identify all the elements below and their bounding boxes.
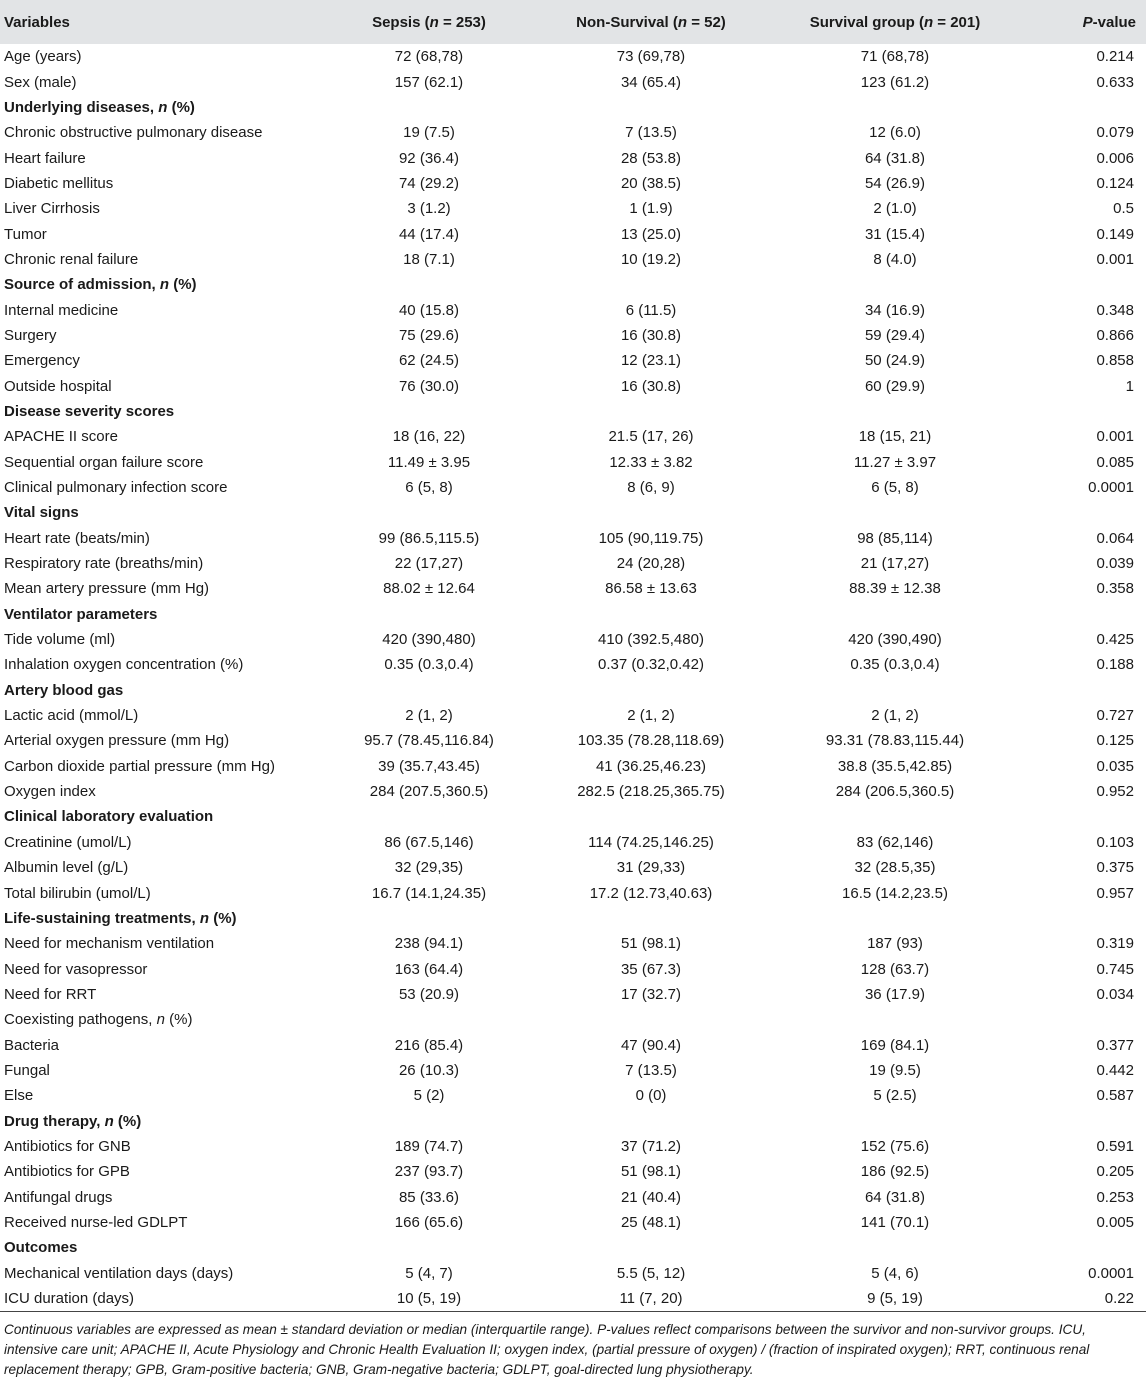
header-non-prefix: Non-Survival ( <box>576 13 678 31</box>
sepsis-cell: 284 (207.5,360.5) <box>369 783 489 801</box>
variable-cell: Sex (male) <box>4 73 77 91</box>
header-surv-n-symbol: n <box>923 13 934 31</box>
p-value-cell: 1 <box>1125 377 1134 395</box>
non-survival-cell: 37 (71.2) <box>620 1137 682 1155</box>
section-label <box>0 1007 1146 1032</box>
sepsis-cell: 11.49 ± 3.95 <box>387 453 471 471</box>
sepsis-cell: 18 (16, 22) <box>392 428 466 446</box>
section-label-suffix: (%) <box>209 909 237 927</box>
variable-cell: Total bilirubin (umol/L) <box>4 884 151 902</box>
sepsis-cell: 74 (29.2) <box>398 174 460 192</box>
section-header-row <box>0 1235 1146 1260</box>
section-label-text: Disease severity scores <box>4 402 175 420</box>
survival-cell: 19 (9.5) <box>869 1061 921 1079</box>
sepsis-cell: 157 (62.1) <box>394 73 464 91</box>
section-label-text: Artery blood gas <box>4 681 124 699</box>
variable-cell: Bacteria <box>4 1036 60 1054</box>
header-row <box>0 0 1146 44</box>
p-value-cell: 0.188 <box>1096 656 1134 674</box>
variable-cell: Tide volume (ml) <box>4 631 116 649</box>
table-row <box>0 576 1146 601</box>
sepsis-cell: 75 (29.6) <box>398 326 460 344</box>
non-survival-cell: 10 (19.2) <box>620 250 682 268</box>
survival-cell: 6 (5, 8) <box>871 479 919 497</box>
table-row <box>0 551 1146 576</box>
variable-cell: Need for mechanism ventilation <box>4 935 215 953</box>
section-label <box>0 500 1146 525</box>
survival-cell: 9 (5, 19) <box>867 1289 923 1307</box>
section-label-text: Underlying diseases, <box>4 98 159 116</box>
variable-cell: Creatinine (umol/L) <box>4 833 132 851</box>
variable-cell: Lactic acid (mmol/L) <box>4 707 139 725</box>
table-row <box>0 1032 1146 1057</box>
survival-cell: 36 (17.9) <box>864 985 926 1003</box>
table-row <box>0 120 1146 145</box>
sepsis-cell: 95.7 (78.45,116.84) <box>364 732 494 750</box>
variable-cell: Sequential organ failure score <box>4 453 204 471</box>
table-row <box>0 297 1146 322</box>
section-label-suffix: (%) <box>167 98 195 116</box>
variable-cell: Mechanical ventilation days (days) <box>4 1264 234 1282</box>
table-row <box>0 728 1146 753</box>
table-row <box>0 323 1146 348</box>
variable-cell: Received nurse-led GDLPT <box>4 1213 188 1231</box>
survival-cell: 98 (85,114) <box>857 529 933 547</box>
p-value-cell: 0.22 <box>1104 1289 1134 1307</box>
table-row <box>0 1261 1146 1286</box>
p-value-cell: 0.001 <box>1096 250 1134 268</box>
non-survival-cell: 21 (40.4) <box>620 1188 682 1206</box>
section-label <box>0 399 1146 424</box>
non-survival-cell: 17 (32.7) <box>620 985 682 1003</box>
p-value-cell: 0.858 <box>1096 352 1134 370</box>
section-n-symbol: n <box>159 276 170 294</box>
non-survival-cell: 31 (29,33) <box>616 859 686 877</box>
survival-cell: 5 (2.5) <box>873 1087 917 1105</box>
non-survival-cell: 0.37 (0.32,0.42) <box>598 656 704 674</box>
survival-cell: 0.35 (0.3,0.4) <box>850 656 940 674</box>
sepsis-cell: 16.7 (14.1,24.35) <box>371 884 487 902</box>
sepsis-cell: 18 (7.1) <box>403 250 455 268</box>
table-row <box>0 221 1146 246</box>
table-row <box>0 1159 1146 1184</box>
variable-cell: Oxygen index <box>4 783 96 801</box>
p-value-cell: 0.079 <box>1096 124 1134 142</box>
table-row <box>0 69 1146 94</box>
variable-cell: Carbon dioxide partial pressure (mm Hg) <box>4 757 275 775</box>
table-row <box>0 196 1146 221</box>
survival-cell: 34 (16.9) <box>864 301 926 319</box>
variable-cell: Surgery <box>4 326 57 344</box>
non-survival-cell: 410 (392.5,480) <box>598 631 704 649</box>
section-n-symbol: n <box>104 1112 114 1130</box>
p-value-cell: 0.124 <box>1096 174 1134 192</box>
sepsis-cell: 99 (86.5,115.5) <box>378 529 480 547</box>
p-value-cell: 0.064 <box>1096 529 1134 547</box>
variable-cell: Tumor <box>4 225 47 243</box>
table-row <box>0 703 1146 728</box>
survival-cell: 420 (390,490) <box>848 631 942 649</box>
non-survival-cell: 41 (36.25,46.23) <box>595 757 707 775</box>
section-header-row <box>0 500 1146 525</box>
section-label-suffix: (%) <box>164 1011 193 1029</box>
header-variables: Variables <box>4 13 70 31</box>
section-header-row <box>0 399 1146 424</box>
sepsis-cell: 85 (33.6) <box>398 1188 460 1206</box>
p-value-cell: 0.745 <box>1096 960 1134 978</box>
survival-cell: 31 (15.4) <box>864 225 926 243</box>
non-survival-cell: 35 (67.3) <box>620 960 682 978</box>
p-value-cell: 0.0001 <box>1088 479 1134 497</box>
non-survival-cell: 47 (90.4) <box>620 1036 682 1054</box>
non-survival-cell: 13 (25.0) <box>620 225 682 243</box>
p-value-cell: 0.587 <box>1096 1087 1134 1105</box>
table-row <box>0 982 1146 1007</box>
non-survival-cell: 282.5 (218.25,365.75) <box>577 783 725 801</box>
p-value-cell: 0.0001 <box>1088 1264 1134 1282</box>
survival-cell: 64 (31.8) <box>864 1188 926 1206</box>
sepsis-cell: 189 (74.7) <box>394 1137 464 1155</box>
p-value-cell: 0.149 <box>1096 225 1134 243</box>
survival-cell: 18 (15, 21) <box>858 428 932 446</box>
non-survival-cell: 51 (98.1) <box>620 935 682 953</box>
variable-cell: Heart failure <box>4 149 86 167</box>
section-header-row <box>0 804 1146 829</box>
variable-cell: Heart rate (beats/min) <box>4 529 150 547</box>
non-survival-cell: 73 (69,78) <box>616 48 686 66</box>
table-row <box>0 247 1146 272</box>
variable-cell: Clinical pulmonary infection score <box>4 479 228 497</box>
survival-cell: 141 (70.1) <box>860 1213 930 1231</box>
section-label-text: Vital signs <box>4 504 79 522</box>
survival-cell: 50 (24.9) <box>864 352 926 370</box>
header-p-value <box>1024 0 1146 44</box>
non-survival-cell: 20 (38.5) <box>620 174 682 192</box>
header-survival <box>766 0 1024 44</box>
p-value-cell: 0.034 <box>1096 985 1134 1003</box>
table-row <box>0 627 1146 652</box>
sepsis-cell: 5 (2) <box>413 1087 445 1105</box>
non-survival-cell: 5.5 (5, 12) <box>616 1264 686 1282</box>
sepsis-cell: 238 (94.1) <box>394 935 464 953</box>
variable-cell: APACHE II score <box>4 428 118 446</box>
table-row <box>0 348 1146 373</box>
section-label-text: Ventilator parameters <box>4 605 158 623</box>
header-p-suffix: -value <box>1092 13 1136 31</box>
survival-cell: 12 (6.0) <box>869 124 921 142</box>
survival-cell: 38.8 (35.5,42.85) <box>837 757 953 775</box>
sepsis-cell: 40 (15.8) <box>398 301 460 319</box>
non-survival-cell: 24 (20,28) <box>616 555 686 573</box>
variable-cell: Chronic renal failure <box>4 250 139 268</box>
non-survival-cell: 6 (11.5) <box>625 301 677 319</box>
variable-cell: Inhalation oxygen concentration (%) <box>4 656 244 674</box>
survival-cell: 5 (4, 6) <box>871 1264 919 1282</box>
section-label <box>0 1108 1146 1133</box>
variable-cell: ICU duration (days) <box>4 1289 135 1307</box>
survival-cell: 88.39 ± 12.38 <box>849 580 941 598</box>
p-value-cell: 0.375 <box>1096 859 1134 877</box>
non-survival-cell: 105 (90,119.75) <box>598 529 704 547</box>
variable-cell: Internal medicine <box>4 301 119 319</box>
p-value-cell: 0.319 <box>1096 935 1134 953</box>
section-header-row <box>0 906 1146 931</box>
survival-cell: 2 (1.0) <box>873 200 917 218</box>
table-row <box>0 526 1146 551</box>
table-row <box>0 855 1146 880</box>
survival-cell: 60 (29.9) <box>864 377 926 395</box>
header-surv-prefix: Survival group ( <box>809 13 924 31</box>
sepsis-cell: 39 (35.7,43.45) <box>378 757 480 775</box>
p-value-cell: 0.358 <box>1096 580 1134 598</box>
sepsis-cell: 86 (67.5,146) <box>384 833 474 851</box>
table-row <box>0 931 1146 956</box>
sepsis-cell: 163 (64.4) <box>394 960 464 978</box>
section-label-text: Outcomes <box>4 1239 78 1257</box>
sepsis-cell: 62 (24.5) <box>398 352 460 370</box>
survival-cell: 187 (93) <box>867 935 923 953</box>
variable-cell: Need for RRT <box>4 985 97 1003</box>
p-value-cell: 0.039 <box>1096 555 1134 573</box>
table-row <box>0 880 1146 905</box>
sepsis-cell: 22 (17,27) <box>394 555 464 573</box>
table-row <box>0 1083 1146 1108</box>
sepsis-cell: 19 (7.5) <box>403 124 455 142</box>
variable-cell: Albumin level (g/L) <box>4 859 129 877</box>
p-value-cell: 0.214 <box>1096 48 1134 66</box>
variable-cell: Antibiotics for GPB <box>4 1163 130 1181</box>
survival-cell: 11.27 ± 3.97 <box>853 453 937 471</box>
variable-cell: Antibiotics for GNB <box>4 1137 131 1155</box>
p-value-cell: 0.5 <box>1113 200 1134 218</box>
section-label <box>0 906 1146 931</box>
section-label-text: Coexisting pathogens, <box>4 1011 157 1029</box>
header-non-survival <box>536 0 766 44</box>
sepsis-cell: 53 (20.9) <box>398 985 460 1003</box>
non-survival-cell: 0 (0) <box>635 1087 667 1105</box>
header-sepsis-n-symbol: n <box>429 13 439 31</box>
sepsis-cell: 166 (65.6) <box>394 1213 464 1231</box>
table-row <box>0 171 1146 196</box>
section-header-row <box>0 1108 1146 1133</box>
p-value-cell: 0.253 <box>1096 1188 1134 1206</box>
table-row <box>0 424 1146 449</box>
table-row <box>0 830 1146 855</box>
p-value-cell: 0.377 <box>1096 1036 1134 1054</box>
table-row <box>0 44 1146 69</box>
section-label <box>0 1235 1146 1260</box>
non-survival-cell: 7 (13.5) <box>625 124 677 142</box>
sepsis-cell: 6 (5, 8) <box>405 479 453 497</box>
p-value-cell: 0.085 <box>1096 453 1134 471</box>
table-row <box>0 1134 1146 1159</box>
section-header-row <box>0 272 1146 297</box>
section-label-text: Source of admission, <box>4 276 160 294</box>
variable-cell: Else <box>4 1087 34 1105</box>
section-header-row <box>0 602 1146 627</box>
p-value-cell: 0.952 <box>1096 783 1134 801</box>
non-survival-cell: 34 (65.4) <box>620 73 682 91</box>
non-survival-cell: 21.5 (17, 26) <box>608 428 694 446</box>
section-n-symbol: n <box>156 1011 165 1029</box>
variable-cell: Mean artery pressure (mm Hg) <box>4 580 210 598</box>
survival-cell: 2 (1, 2) <box>871 707 919 725</box>
survival-cell: 284 (206.5,360.5) <box>835 783 955 801</box>
variable-cell: Antifungal drugs <box>4 1188 113 1206</box>
p-value-cell: 0.866 <box>1096 326 1134 344</box>
table-row <box>0 145 1146 170</box>
section-label-suffix: (%) <box>169 276 197 294</box>
survival-cell: 152 (75.6) <box>860 1137 930 1155</box>
survival-cell: 64 (31.8) <box>864 149 926 167</box>
section-header-row <box>0 678 1146 703</box>
non-survival-cell: 12 (23.1) <box>620 352 682 370</box>
non-survival-cell: 114 (74.25,146.25) <box>588 833 714 851</box>
survival-cell: 93.31 (78.83,115.44) <box>825 732 965 750</box>
non-survival-cell: 25 (48.1) <box>620 1213 682 1231</box>
table-row <box>0 956 1146 981</box>
sepsis-cell: 26 (10.3) <box>398 1061 460 1079</box>
p-value-cell: 0.205 <box>1096 1163 1134 1181</box>
p-value-cell: 0.425 <box>1096 631 1134 649</box>
variable-cell: Chronic obstructive pulmonary disease <box>4 124 263 142</box>
header-p-symbol: P <box>1082 13 1093 31</box>
sepsis-cell: 3 (1.2) <box>407 200 451 218</box>
survival-cell: 32 (28.5,35) <box>854 859 936 877</box>
non-survival-cell: 103.35 (78.28,118.69) <box>577 732 725 750</box>
variable-cell: Diabetic mellitus <box>4 174 114 192</box>
sepsis-cell: 420 (390,480) <box>382 631 476 649</box>
non-survival-cell: 86.58 ± 13.63 <box>605 580 697 598</box>
table-row <box>0 475 1146 500</box>
non-survival-cell: 7 (13.5) <box>625 1061 677 1079</box>
sepsis-cell: 5 (4, 7) <box>405 1264 453 1282</box>
table-row <box>0 1286 1146 1311</box>
header-non-count: = 52) <box>687 13 726 31</box>
header-sepsis <box>322 0 536 44</box>
survival-cell: 71 (68,78) <box>860 48 930 66</box>
sepsis-cell: 2 (1, 2) <box>405 707 453 725</box>
non-survival-cell: 16 (30.8) <box>620 326 682 344</box>
table-header <box>0 0 1146 44</box>
variable-cell: Emergency <box>4 352 80 370</box>
sepsis-cell: 88.02 ± 12.64 <box>383 580 475 598</box>
p-value-cell: 0.125 <box>1096 732 1134 750</box>
table-body <box>0 44 1146 1311</box>
section-label <box>0 95 1146 120</box>
section-label <box>0 602 1146 627</box>
variable-cell: Liver Cirrhosis <box>4 200 100 218</box>
survival-cell: 21 (17,27) <box>860 555 930 573</box>
section-n-symbol: n <box>199 909 210 927</box>
variable-cell: Fungal <box>4 1061 50 1079</box>
non-survival-cell: 11 (7, 20) <box>619 1289 683 1307</box>
survival-cell: 54 (26.9) <box>864 174 926 192</box>
sepsis-cell: 92 (36.4) <box>398 149 460 167</box>
sepsis-cell: 76 (30.0) <box>398 377 460 395</box>
p-value-cell: 0.591 <box>1096 1137 1134 1155</box>
survival-cell: 186 (92.5) <box>860 1163 930 1181</box>
header-sepsis-count: = 253) <box>438 13 486 31</box>
p-value-cell: 0.727 <box>1096 707 1134 725</box>
section-label-text: Life-sustaining treatments, <box>4 909 200 927</box>
survival-cell: 8 (4.0) <box>873 250 917 268</box>
survival-cell: 83 (62,146) <box>856 833 934 851</box>
non-survival-cell: 28 (53.8) <box>620 149 682 167</box>
survival-cell: 123 (61.2) <box>860 73 930 91</box>
non-survival-cell: 16 (30.8) <box>620 377 682 395</box>
p-value-cell: 0.957 <box>1096 884 1134 902</box>
section-label-text: Clinical laboratory evaluation <box>4 808 214 826</box>
subsection-header-row <box>0 1007 1146 1032</box>
p-value-cell: 0.001 <box>1096 428 1134 446</box>
section-label <box>0 804 1146 829</box>
non-survival-cell: 17.2 (12.73,40.63) <box>589 884 713 902</box>
survival-cell: 59 (29.4) <box>864 326 926 344</box>
p-value-cell: 0.633 <box>1096 73 1134 91</box>
p-value-cell: 0.103 <box>1096 833 1134 851</box>
sepsis-cell: 237 (93.7) <box>394 1163 464 1181</box>
sepsis-cell: 0.35 (0.3,0.4) <box>384 656 474 674</box>
table-row <box>0 652 1146 677</box>
table-row <box>0 450 1146 475</box>
table-row <box>0 754 1146 779</box>
section-label <box>0 272 1146 297</box>
non-survival-cell: 2 (1, 2) <box>627 707 675 725</box>
p-value-cell: 0.035 <box>1096 757 1134 775</box>
p-value-cell: 0.006 <box>1096 149 1134 167</box>
header-surv-count: = 201) <box>933 13 981 31</box>
table-row <box>0 1210 1146 1235</box>
sepsis-cell: 10 (5, 19) <box>396 1289 462 1307</box>
non-survival-cell: 51 (98.1) <box>620 1163 682 1181</box>
sepsis-cell: 32 (29,35) <box>394 859 464 877</box>
sepsis-cell: 216 (85.4) <box>394 1036 464 1054</box>
table-row <box>0 373 1146 398</box>
variable-cell: Arterial oxygen pressure (mm Hg) <box>4 732 230 750</box>
non-survival-cell: 1 (1.9) <box>629 200 673 218</box>
non-survival-cell: 12.33 ± 3.82 <box>609 453 693 471</box>
p-value-cell: 0.348 <box>1096 301 1134 319</box>
variable-cell: Age (years) <box>4 48 82 66</box>
variable-cell: Outside hospital <box>4 377 112 395</box>
section-header-row <box>0 95 1146 120</box>
variable-cell: Need for vasopressor <box>4 960 148 978</box>
section-label-text: Drug therapy, <box>4 1112 105 1130</box>
sepsis-cell: 72 (68,78) <box>394 48 464 66</box>
p-value-cell: 0.005 <box>1096 1213 1134 1231</box>
survival-cell: 128 (63.7) <box>860 960 930 978</box>
survival-cell: 16.5 (14.2,23.5) <box>842 884 948 902</box>
header-non-n-symbol: n <box>677 13 688 31</box>
table-row <box>0 779 1146 804</box>
p-value-cell: 0.442 <box>1096 1061 1134 1079</box>
survival-cell: 169 (84.1) <box>860 1036 930 1054</box>
section-n-symbol: n <box>158 98 168 116</box>
header-sepsis-prefix: Sepsis ( <box>372 13 430 31</box>
non-survival-cell: 8 (6, 9) <box>627 479 675 497</box>
table-footnote: Continuous variables are expressed as mean ± standard deviation or median (interquartile range). P-values reflect comparisons between the survivor and non-survivor groups. ICU, intensive care unit; APACHE II, Acute Physiology and Chronic Health Evaluation II; oxygen index, (partial pressure of oxygen) / (fraction of inspirated oxygen); RRT, continuous renal replacement therapy; GPB, Gram-positive bacteria; GNB, Gram-negative bacteria; GDLPT, goal-directed lung physiotherapy. <box>4 1321 1090 1377</box>
section-label-suffix: (%) <box>113 1112 142 1130</box>
variable-cell: Respiratory rate (breaths/min) <box>4 555 204 573</box>
table-row <box>0 1184 1146 1209</box>
table-row <box>0 1058 1146 1083</box>
sepsis-cell: 44 (17.4) <box>398 225 460 243</box>
section-label <box>0 678 1146 703</box>
